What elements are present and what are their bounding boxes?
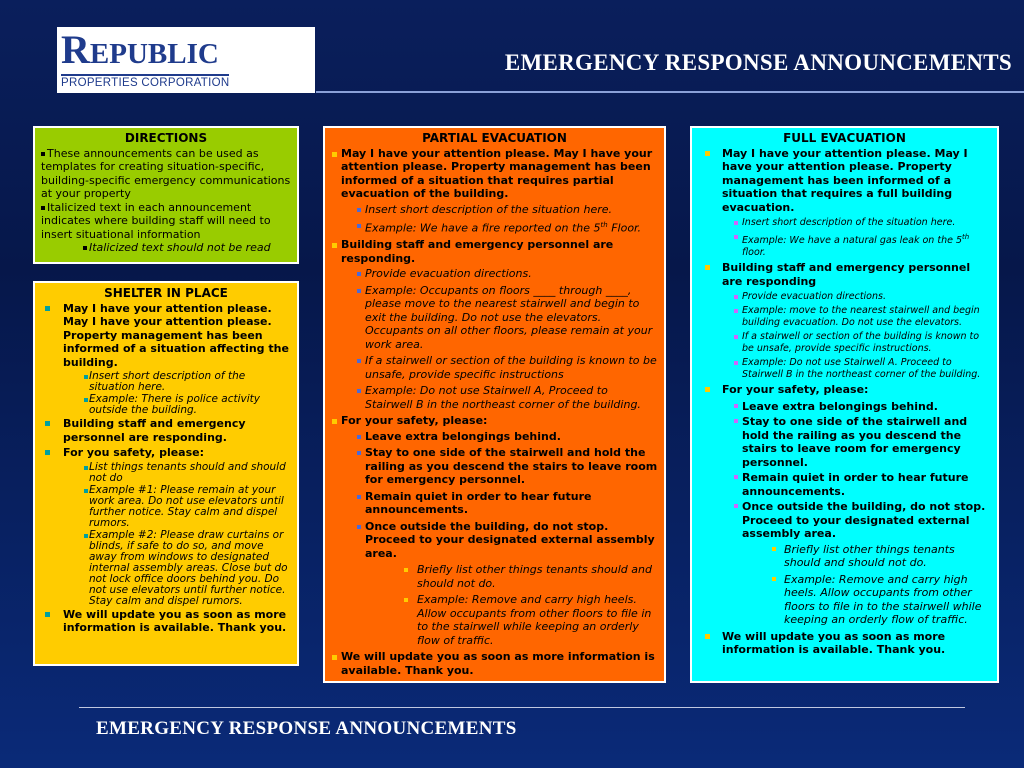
list-item	[698, 383, 991, 397]
list-item-text: Insert short description of the situation here.	[742, 217, 956, 228]
list-item-text: Example: There is police activity outside the building.	[89, 393, 260, 416]
list-item	[41, 608, 291, 635]
list-item-text: If a stairwell or section of the building is known to be unsafe, provide specific instructions.	[742, 331, 980, 355]
list-item-text: For your safety, please:	[341, 414, 488, 428]
list-item-text: Example: We have a natural gas leak on the 5	[742, 235, 962, 247]
list-item	[732, 357, 991, 381]
bullet-icon	[357, 451, 361, 455]
logo-name-rest: EPUBLIC	[89, 38, 219, 70]
bullet-icon	[332, 419, 337, 424]
list-item	[41, 417, 291, 444]
list-item	[393, 593, 658, 647]
list-item	[732, 471, 991, 498]
bullet-icon	[705, 634, 710, 639]
shelter-in-place-panel	[33, 281, 299, 666]
list-item-text: Example: Do not use Stairwell A. Proceed to Stairwell B in the northeast corner of the building.	[742, 357, 981, 381]
list-item	[355, 446, 658, 487]
logo-subtitle: PROPERTIES CORPORATION	[61, 74, 229, 89]
bullet-icon	[357, 208, 361, 212]
footer-divider	[79, 707, 965, 708]
shelter-heading: SHELTER IN PLACE	[104, 286, 228, 300]
directions-item-text: Italicized text should not be read	[89, 241, 271, 254]
list-item	[698, 147, 991, 215]
bullet-icon	[84, 534, 88, 538]
bullet-icon	[734, 335, 738, 339]
list-item-text: Stay to one side of the stairwell and hold the railing as you descend the stairs to leave room for emergency personnel.	[742, 415, 968, 469]
bullet-icon	[45, 306, 50, 311]
list-item	[764, 573, 991, 627]
directions-item	[41, 241, 291, 255]
list-item	[355, 203, 658, 217]
list-item-text: Once outside the building, do not stop. Proceed to your designated external assembly area.	[365, 519, 655, 560]
list-item	[732, 305, 991, 329]
list-item	[764, 543, 991, 570]
bullet-icon	[84, 466, 88, 470]
list-item-text: For you safety, please:	[63, 446, 205, 459]
bullet-icon	[734, 504, 738, 508]
list-item	[355, 284, 658, 352]
list-item-text: Insert short description of the situation here.	[89, 370, 246, 393]
bullet-icon	[357, 272, 361, 276]
list-item-text: Provide evacuation directions.	[365, 267, 532, 281]
bullet-icon	[45, 612, 50, 617]
bullet-icon	[357, 289, 361, 293]
bullet-icon	[734, 235, 738, 239]
list-item-text: Building staff and emergency personnel are responding	[722, 261, 971, 288]
header-divider	[316, 91, 1024, 93]
bullet-icon	[404, 568, 408, 572]
list-item-text: Example: move to the nearest stairwell and begin building evacuation. Do not use the elevators.	[742, 305, 980, 329]
directions-heading: DIRECTIONS	[124, 131, 208, 145]
list-item-text: Remain quiet in order to hear future announcements.	[742, 471, 969, 498]
bullet-icon	[45, 421, 50, 426]
partial-evacuation-panel	[323, 126, 666, 683]
partial-heading: PARTIAL EVACUATION	[422, 131, 567, 145]
bullet-icon	[84, 489, 88, 493]
list-item	[355, 520, 658, 561]
list-item-text: For your safety, please:	[722, 383, 869, 397]
list-item-text: Stay to one side of the stairwell and hold the railing as you descend the stairs to leave room for emergency personnel.	[365, 446, 658, 487]
directions-item-text: These announcements can be used as templates for creating situation-specific, building-specific emergency communications at your property	[41, 146, 291, 200]
list-item	[331, 147, 658, 201]
logo-initial: R	[61, 27, 90, 72]
bullet-icon	[734, 221, 738, 225]
list-item-text: Example: Do not use Stairwell A, Proceed to Stairwell B in the northeast corner of the building.	[365, 384, 641, 411]
bullet-icon	[772, 547, 776, 551]
list-item	[355, 354, 658, 381]
list-item-text: Leave extra belongings behind.	[365, 429, 561, 443]
list-item	[732, 231, 991, 259]
ordinal-suffix: th	[962, 233, 970, 241]
list-item-text: Building staff and emergency personnel are responding.	[63, 417, 246, 444]
list-item	[331, 414, 658, 428]
bullet-icon	[357, 435, 361, 439]
list-item	[81, 462, 291, 484]
bullet-icon	[772, 577, 776, 581]
bullet-icon	[332, 655, 337, 660]
bullet-icon	[734, 419, 738, 423]
directions-item	[41, 201, 291, 242]
list-item	[732, 331, 991, 355]
square-bullet-icon	[41, 152, 45, 156]
list-item-text: Example: We have a fire reported on the 5	[365, 221, 601, 235]
list-item-text: Example: Remove and carry high heels. Allow occupants from other floors to file in to the stairwell while keeping an orderly flow of traffic.	[784, 572, 982, 627]
bullet-icon	[705, 265, 710, 270]
bullet-icon	[357, 389, 361, 393]
list-item	[41, 446, 291, 460]
list-item	[355, 267, 658, 281]
bullet-icon	[357, 495, 361, 499]
list-item-text: Briefly list other things tenants should and should not do.	[784, 542, 955, 570]
list-item-text: May I have your attention please. May I have your attention please. Property management has been informed of a situation affecting the building.	[63, 301, 289, 369]
directions-item	[41, 147, 291, 201]
list-item	[698, 630, 991, 657]
list-item	[331, 238, 658, 265]
bullet-icon	[84, 375, 88, 379]
bullet-icon	[357, 525, 361, 529]
bullet-icon	[734, 404, 738, 408]
list-item-text: Leave extra belongings behind.	[742, 399, 938, 413]
list-item	[81, 394, 291, 416]
list-item-text: Once outside the building, do not stop. Proceed to your designated external assembly area.	[742, 500, 986, 541]
list-item-text: Example #1: Please remain at your work area. Do not use elevators until further notice. Stay calm and dispel rumors.	[89, 483, 284, 529]
footer-title: EMERGENCY RESPONSE ANNOUNCEMENTS	[96, 718, 517, 739]
list-item-text: Insert short description of the situation here.	[365, 202, 613, 216]
full-list	[698, 147, 991, 657]
list-item-text: May I have your attention please. May I have your attention please. Property management has been informed of a situation that requires a full building evacuation.	[722, 146, 968, 214]
list-item-text: If a stairwell or section of the building is known to be unsafe, provide specific instructions	[365, 354, 657, 381]
partial-list	[331, 147, 658, 678]
bullet-icon	[45, 450, 50, 455]
list-item-text: Briefly list other things tenants should and should not do.	[417, 563, 652, 590]
ordinal-suffix: th	[600, 221, 608, 229]
list-item	[732, 500, 991, 541]
bullet-icon	[84, 398, 88, 402]
list-item	[732, 400, 991, 414]
list-item	[355, 219, 658, 235]
full-heading: FULL EVACUATION	[783, 131, 906, 145]
list-item	[732, 291, 991, 303]
directions-item-text: Italicized text in each announcement indicates where building staff will need to insert situational information	[41, 200, 271, 241]
list-item	[331, 650, 658, 677]
directions-panel	[33, 126, 299, 264]
list-item-text: List things tenants should and should not do	[89, 460, 286, 484]
list-item	[355, 384, 658, 411]
bullet-icon	[734, 475, 738, 479]
list-item	[698, 261, 991, 288]
list-item	[355, 430, 658, 444]
bullet-icon	[357, 359, 361, 363]
full-evacuation-panel	[690, 126, 999, 683]
list-item	[81, 485, 291, 529]
bullet-icon	[734, 295, 738, 299]
company-logo	[57, 27, 315, 93]
bullet-icon	[734, 361, 738, 365]
list-item	[355, 490, 658, 517]
list-item-text: floor.	[742, 247, 766, 259]
list-item-text: We will update you as soon as more information is available. Thank you.	[341, 650, 655, 677]
list-item-text: Building staff and emergency personnel are responding.	[341, 238, 614, 265]
shelter-list	[41, 302, 291, 635]
list-item	[732, 415, 991, 469]
bullet-icon	[705, 387, 710, 392]
list-item-text: Remain quiet in order to hear future announcements.	[365, 489, 592, 517]
list-item-text: We will update you as soon as more information is available. Thank you.	[63, 607, 287, 634]
bullet-icon	[705, 151, 710, 156]
list-item	[81, 371, 291, 393]
logo-name	[61, 27, 315, 72]
bullet-icon	[332, 152, 337, 157]
list-item	[732, 217, 991, 229]
list-item-text: Provide evacuation directions.	[742, 291, 886, 303]
bullet-icon	[332, 243, 337, 248]
bullet-icon	[357, 224, 361, 228]
list-item-text: Example: Remove and carry high heels. Allow occupants from other floors to file in to the stairwell while keeping an orderly flow of traffic.	[417, 593, 652, 647]
list-item-text: Floor.	[607, 221, 642, 235]
bullet-icon	[404, 598, 408, 602]
page-title: EMERGENCY RESPONSE ANNOUNCEMENTS	[504, 50, 1012, 75]
bullet-icon	[734, 309, 738, 313]
list-item-text: We will update you as soon as more information is available. Thank you.	[722, 629, 946, 657]
list-item-text: Example: Occupants on floors ____ through ____, please move to the nearest stairwell and begin to exit the building. Do not use the elevators. Occupants on all other floors, please remain at your work area.	[365, 283, 653, 351]
list-item-text: Example #2: Please draw curtains or blinds, if safe to do so, and move away from windows to designated internal assembly areas. Close but do not lock office doors behind you. Do not use elevators until further notice. Stay calm and dispel rumors.	[89, 528, 288, 607]
list-item	[393, 563, 658, 590]
list-item	[81, 530, 291, 607]
list-item-text: May I have your attention please. May I have your attention please. Property management has been informed of a situation that requires partial evacuation of the building.	[341, 146, 653, 200]
square-bullet-icon	[41, 206, 45, 210]
list-item	[41, 302, 291, 370]
square-bullet-icon	[83, 246, 87, 250]
